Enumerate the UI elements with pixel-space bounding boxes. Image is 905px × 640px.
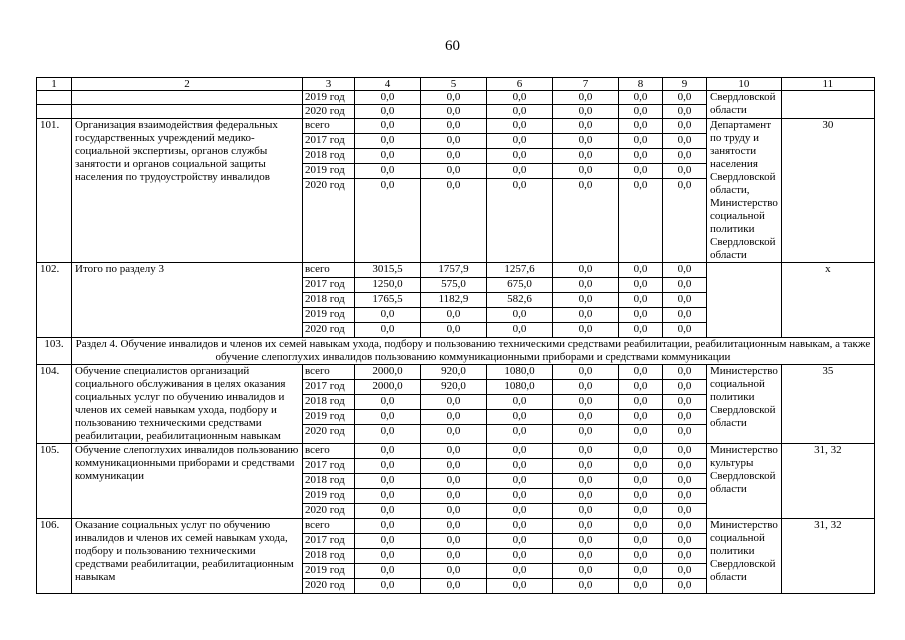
value-cell-line: 0,0 [355, 395, 420, 410]
reference-cell [781, 91, 874, 119]
value-cell [663, 119, 707, 263]
value-cell-line: 0,0 [553, 519, 618, 534]
value-cell: 0,0 [421, 91, 487, 105]
value-cell-line: 0,0 [677, 179, 692, 191]
value-cell-line: 1080,0 [487, 365, 552, 380]
value-cell-line: 0,0 [355, 119, 420, 134]
value-cell [421, 119, 487, 263]
value-cell-line: 0,0 [663, 119, 706, 134]
period-cell-line: всего [303, 519, 354, 534]
value-cell [663, 519, 707, 594]
value-cell [663, 444, 707, 519]
value-cell-line: 0,0 [553, 278, 618, 293]
value-cell-line: 0,0 [355, 459, 420, 474]
period-cell-line: 2019 год [303, 308, 354, 323]
value-cell-line: 1080,0 [487, 380, 552, 395]
value-cell-line: 0,0 [553, 380, 618, 395]
header-cell: 4 [355, 78, 421, 91]
value-cell-line: 2000,0 [355, 380, 420, 395]
value-cell [355, 444, 421, 519]
period-cell: 2019 год [303, 91, 355, 105]
value-cell-line: 0,0 [421, 534, 486, 549]
header-cell: 3 [303, 78, 355, 91]
period-cell-line: 2019 год [303, 410, 354, 425]
value-cell-line: 0,0 [633, 579, 648, 591]
value-cell-line: 0,0 [553, 549, 618, 564]
value-cell-line: 0,0 [553, 564, 618, 579]
value-cell-line: 2000,0 [355, 365, 420, 380]
value-cell-line: 0,0 [663, 380, 706, 395]
value-cell [619, 263, 663, 338]
value-cell-line: 0,0 [512, 323, 527, 335]
value-cell-line: 0,0 [553, 365, 618, 380]
period-cell-line: 2017 год [303, 278, 354, 293]
period-cell-line: всего [303, 444, 354, 459]
value-cell-line: 0,0 [663, 134, 706, 149]
period-cell-line: 2017 год [303, 534, 354, 549]
value-cell [553, 263, 619, 338]
value-cell-line: 0,0 [421, 119, 486, 134]
header-cell: 11 [781, 78, 874, 91]
value-cell-line: 1765,5 [355, 293, 420, 308]
value-cell: 0,0 [487, 105, 553, 119]
period-cell-line: 2017 год [303, 380, 354, 395]
value-cell-line: 0,0 [663, 263, 706, 278]
value-cell-line: 0,0 [663, 489, 706, 504]
value-cell-line: 0,0 [553, 534, 618, 549]
value-cell-line: 0,0 [487, 474, 552, 489]
value-cell-line: 0,0 [663, 474, 706, 489]
reference-cell: 31, 32 [781, 444, 874, 519]
value-cell: 0,0 [487, 91, 553, 105]
value-cell-line: 0,0 [663, 549, 706, 564]
period-cell [303, 444, 355, 519]
value-cell-line: 0,0 [421, 410, 486, 425]
empty-cell [72, 91, 303, 105]
value-cell-line: 0,0 [421, 459, 486, 474]
value-cell-line: 0,0 [578, 504, 593, 516]
value-cell [619, 119, 663, 263]
value-cell-line: 0,0 [663, 564, 706, 579]
value-cell-line: 0,0 [446, 179, 461, 191]
value-cell-line: 0,0 [355, 308, 420, 323]
value-cell-line: 0,0 [619, 365, 662, 380]
value-cell [619, 519, 663, 594]
period-cell-line: 2017 год [303, 134, 354, 149]
value-cell-line: 0,0 [421, 489, 486, 504]
value-cell-line: 0,0 [663, 444, 706, 459]
value-cell [487, 444, 553, 519]
value-cell-line: 0,0 [677, 425, 692, 437]
empty-cell [37, 105, 72, 119]
value-cell-line: 0,0 [663, 534, 706, 549]
value-cell-line: 0,0 [619, 293, 662, 308]
row-number: 105. [37, 444, 72, 519]
row-description: Обучение специалистов организаций социального обслуживания в целях оказания социальных услуг по обучению инвалидов и членов их семей навыкам ухода, подбору и пользованию техническими средствами реабилитации, реабилитационным навыкам [72, 365, 303, 444]
value-cell-line: 0,0 [633, 425, 648, 437]
period-cell-line: 2018 год [303, 149, 354, 164]
value-cell-line: 575,0 [421, 278, 486, 293]
value-cell [553, 119, 619, 263]
period-cell-line: 2020 год [305, 179, 345, 191]
value-cell-line: 0,0 [512, 425, 527, 437]
value-cell-line: 0,0 [619, 119, 662, 134]
value-cell [421, 519, 487, 594]
period-cell-line: 2019 год [303, 164, 354, 179]
value-cell-line: 0,0 [380, 179, 395, 191]
value-cell: 0,0 [663, 91, 707, 105]
value-cell [421, 444, 487, 519]
value-cell-line: 0,0 [619, 474, 662, 489]
value-cell [487, 119, 553, 263]
value-cell-line: 0,0 [421, 444, 486, 459]
value-cell: 0,0 [355, 91, 421, 105]
value-cell-line: 3015,5 [355, 263, 420, 278]
value-cell-line: 0,0 [663, 519, 706, 534]
period-cell-line: всего [303, 119, 354, 134]
value-cell-line: 920,0 [421, 380, 486, 395]
responsible-cell: Департамент по труду и занятости населения Свердловской области, Министерство социальной политики Свердловской области [707, 119, 782, 263]
value-cell-line: 0,0 [553, 459, 618, 474]
value-cell-line: 1250,0 [355, 278, 420, 293]
value-cell-line: 1257,6 [487, 263, 552, 278]
period-cell-line: 2020 год [305, 504, 345, 516]
value-cell-line: 0,0 [619, 149, 662, 164]
value-cell [487, 365, 553, 444]
value-cell [663, 263, 707, 338]
row-number: 101. [37, 119, 72, 263]
value-cell-line: 0,0 [553, 263, 618, 278]
value-cell-line: 0,0 [446, 504, 461, 516]
value-cell-line: 0,0 [663, 293, 706, 308]
value-cell-line: 1757,9 [421, 263, 486, 278]
value-cell-line: 0,0 [553, 308, 618, 323]
value-cell-line: 0,0 [512, 579, 527, 591]
reference-cell: x [781, 263, 874, 338]
empty-cell [37, 91, 72, 105]
value-cell-line: 0,0 [663, 459, 706, 474]
value-cell-line: 0,0 [421, 308, 486, 323]
value-cell-line: 0,0 [380, 579, 395, 591]
period-cell-line: 2018 год [303, 293, 354, 308]
value-cell-line: 0,0 [663, 149, 706, 164]
value-cell-line: 0,0 [487, 549, 552, 564]
value-cell-line: 0,0 [512, 179, 527, 191]
value-cell-line: 0,0 [487, 410, 552, 425]
responsible-cell: Министерство социальной политики Свердловской области [707, 365, 782, 444]
value-cell-line: 0,0 [578, 179, 593, 191]
value-cell [553, 365, 619, 444]
value-cell-line: 0,0 [487, 308, 552, 323]
table-row [37, 444, 875, 519]
value-cell-line: 0,0 [619, 549, 662, 564]
value-cell-line: 0,0 [421, 134, 486, 149]
value-cell-line: 0,0 [633, 179, 648, 191]
responsible-cell: Министерство культуры Свердловской области [707, 444, 782, 519]
value-cell [421, 263, 487, 338]
value-cell-line: 0,0 [355, 444, 420, 459]
row-number: 103. [37, 338, 72, 365]
value-cell-line: 0,0 [355, 474, 420, 489]
period-cell [303, 119, 355, 263]
row-description: Оказание социальных услуг по обучению инвалидов и членов их семей навыкам ухода, подбору и пользованию техническими средствами реабилитации, реабилитационным навыкам [72, 519, 303, 594]
value-cell-line: 920,0 [421, 365, 486, 380]
value-cell-line: 0,0 [619, 534, 662, 549]
value-cell [619, 365, 663, 444]
table-row [37, 519, 875, 594]
value-cell-line: 0,0 [619, 263, 662, 278]
header-cell: 10 [707, 78, 782, 91]
value-cell-line: 0,0 [553, 444, 618, 459]
table-row [37, 263, 875, 338]
row-description: Организация взаимодействия федеральных государственных учреждений медико-социальной экспертизы, органов службы занятости и органов социальной защиты населения по трудоустройству инвалидов [72, 119, 303, 263]
value-cell-line: 0,0 [380, 504, 395, 516]
responsible-cell: Свердловской области [707, 91, 782, 119]
value-cell-line: 0,0 [421, 164, 486, 179]
value-cell-line: 0,0 [619, 519, 662, 534]
reference-cell: 30 [781, 119, 874, 263]
value-cell-line: 0,0 [487, 164, 552, 179]
value-cell-line: 0,0 [663, 395, 706, 410]
table-body [37, 78, 875, 594]
empty-cell [72, 105, 303, 119]
value-cell-line: 0,0 [619, 380, 662, 395]
header-cell: 7 [553, 78, 619, 91]
value-cell-line: 0,0 [487, 459, 552, 474]
value-cell-line: 0,0 [677, 323, 692, 335]
value-cell-line: 0,0 [553, 489, 618, 504]
header-cell: 9 [663, 78, 707, 91]
section-row [37, 338, 875, 365]
value-cell-line: 0,0 [487, 519, 552, 534]
value-cell: 0,0 [421, 105, 487, 119]
value-cell-line: 0,0 [421, 149, 486, 164]
period-cell-line: всего [303, 263, 354, 278]
header-cell: 1 [37, 78, 72, 91]
period-cell-line: всего [303, 365, 354, 380]
value-cell-line: 0,0 [619, 564, 662, 579]
value-cell: 0,0 [355, 105, 421, 119]
value-cell-line: 0,0 [553, 395, 618, 410]
period-cell-line: 2020 год [305, 425, 345, 437]
value-cell-line: 0,0 [355, 534, 420, 549]
value-cell-line: 0,0 [677, 579, 692, 591]
continuation-row [37, 91, 875, 105]
value-cell-line: 0,0 [619, 164, 662, 179]
value-cell-line: 0,0 [487, 489, 552, 504]
value-cell [355, 519, 421, 594]
value-cell-line: 0,0 [487, 534, 552, 549]
row-number: 102. [37, 263, 72, 338]
value-cell-line: 0,0 [380, 425, 395, 437]
value-cell-line: 0,0 [578, 425, 593, 437]
value-cell-line: 0,0 [421, 549, 486, 564]
value-cell-line: 0,0 [619, 459, 662, 474]
value-cell-line: 0,0 [663, 278, 706, 293]
value-cell-line: 0,0 [553, 119, 618, 134]
value-cell-line: 0,0 [380, 323, 395, 335]
period-cell-line: 2018 год [303, 549, 354, 564]
value-cell [421, 365, 487, 444]
value-cell-line: 0,0 [553, 410, 618, 425]
value-cell-line: 0,0 [355, 549, 420, 564]
value-cell-line: 0,0 [677, 504, 692, 516]
value-cell-line: 0,0 [487, 149, 552, 164]
value-cell [355, 263, 421, 338]
period-cell [303, 365, 355, 444]
period-cell-line: 2017 год [303, 459, 354, 474]
value-cell: 0,0 [619, 105, 663, 119]
value-cell-line: 0,0 [619, 410, 662, 425]
period-cell-line: 2019 год [303, 564, 354, 579]
responsible-cell [707, 263, 782, 338]
value-cell [663, 365, 707, 444]
value-cell-line: 1182,9 [421, 293, 486, 308]
period-cell-line: 2020 год [305, 579, 345, 591]
value-cell-line: 0,0 [553, 164, 618, 179]
row-number: 104. [37, 365, 72, 444]
value-cell-line: 0,0 [619, 444, 662, 459]
value-cell-line: 0,0 [512, 504, 527, 516]
row-number: 106. [37, 519, 72, 594]
reference-cell: 35 [781, 365, 874, 444]
value-cell-line: 0,0 [446, 323, 461, 335]
value-cell-line: 0,0 [553, 293, 618, 308]
table-row [37, 365, 875, 444]
value-cell-line: 0,0 [355, 164, 420, 179]
value-cell: 0,0 [619, 91, 663, 105]
reference-cell: 31, 32 [781, 519, 874, 594]
value-cell-line: 0,0 [619, 278, 662, 293]
value-cell-line: 0,0 [355, 489, 420, 504]
period-cell [303, 263, 355, 338]
value-cell-line: 0,0 [619, 308, 662, 323]
period-cell-line: 2019 год [303, 489, 354, 504]
value-cell-line: 0,0 [553, 134, 618, 149]
program-table [36, 77, 875, 594]
value-cell-line: 0,0 [355, 149, 420, 164]
header-row [37, 78, 875, 91]
header-cell: 8 [619, 78, 663, 91]
value-cell-line: 582,6 [487, 293, 552, 308]
value-cell-line: 0,0 [355, 564, 420, 579]
section-title: Раздел 4. Обучение инвалидов и членов их семей навыкам ухода, подбору и пользованию техническими средствами реабилитации, реабилитационным навыкам, а также обучение слепоглухих инвалидов пользованию коммуникационными приборами и средствами коммуникации [72, 338, 875, 365]
period-cell [303, 519, 355, 594]
value-cell-line: 0,0 [421, 474, 486, 489]
value-cell: 0,0 [553, 105, 619, 119]
value-cell-line: 0,0 [421, 395, 486, 410]
value-cell-line: 0,0 [487, 119, 552, 134]
value-cell-line: 0,0 [633, 504, 648, 516]
header-cell: 5 [421, 78, 487, 91]
value-cell-line: 0,0 [663, 365, 706, 380]
value-cell-line: 0,0 [633, 323, 648, 335]
value-cell [487, 263, 553, 338]
row-description: Итого по разделу 3 [72, 263, 303, 338]
value-cell-line: 0,0 [446, 579, 461, 591]
period-cell-line: 2020 год [305, 323, 345, 335]
row-description: Обучение слепоглухих инвалидов пользованию коммуникационными приборами и средствами коммуникации [72, 444, 303, 519]
period-cell-line: 2018 год [303, 474, 354, 489]
responsible-cell: Министерство социальной политики Свердловской области [707, 519, 782, 594]
value-cell-line: 0,0 [578, 323, 593, 335]
value-cell-line: 0,0 [619, 134, 662, 149]
value-cell [619, 444, 663, 519]
value-cell [355, 119, 421, 263]
value-cell-line: 0,0 [578, 579, 593, 591]
page-number: 60 [445, 38, 460, 54]
header-cell: 2 [72, 78, 303, 91]
value-cell-line: 0,0 [663, 308, 706, 323]
value-cell-line: 0,0 [553, 474, 618, 489]
table-row [37, 119, 875, 263]
value-cell-line: 0,0 [355, 134, 420, 149]
period-cell-line: 2018 год [303, 395, 354, 410]
value-cell-line: 0,0 [487, 564, 552, 579]
value-cell: 0,0 [553, 91, 619, 105]
value-cell-line: 0,0 [421, 564, 486, 579]
value-cell-line: 0,0 [446, 425, 461, 437]
value-cell: 0,0 [663, 105, 707, 119]
value-cell-line: 0,0 [355, 519, 420, 534]
value-cell-line: 0,0 [553, 149, 618, 164]
value-cell-line: 0,0 [619, 489, 662, 504]
value-cell-line: 0,0 [355, 410, 420, 425]
value-cell-line: 0,0 [487, 395, 552, 410]
value-cell [553, 444, 619, 519]
value-cell [355, 365, 421, 444]
value-cell [553, 519, 619, 594]
value-cell-line: 0,0 [487, 134, 552, 149]
value-cell-line: 0,0 [663, 164, 706, 179]
value-cell-line: 0,0 [487, 444, 552, 459]
value-cell [487, 519, 553, 594]
value-cell-line: 0,0 [619, 395, 662, 410]
header-cell: 6 [487, 78, 553, 91]
period-cell: 2020 год [303, 105, 355, 119]
value-cell-line: 0,0 [663, 410, 706, 425]
value-cell-line: 675,0 [487, 278, 552, 293]
value-cell-line: 0,0 [421, 519, 486, 534]
